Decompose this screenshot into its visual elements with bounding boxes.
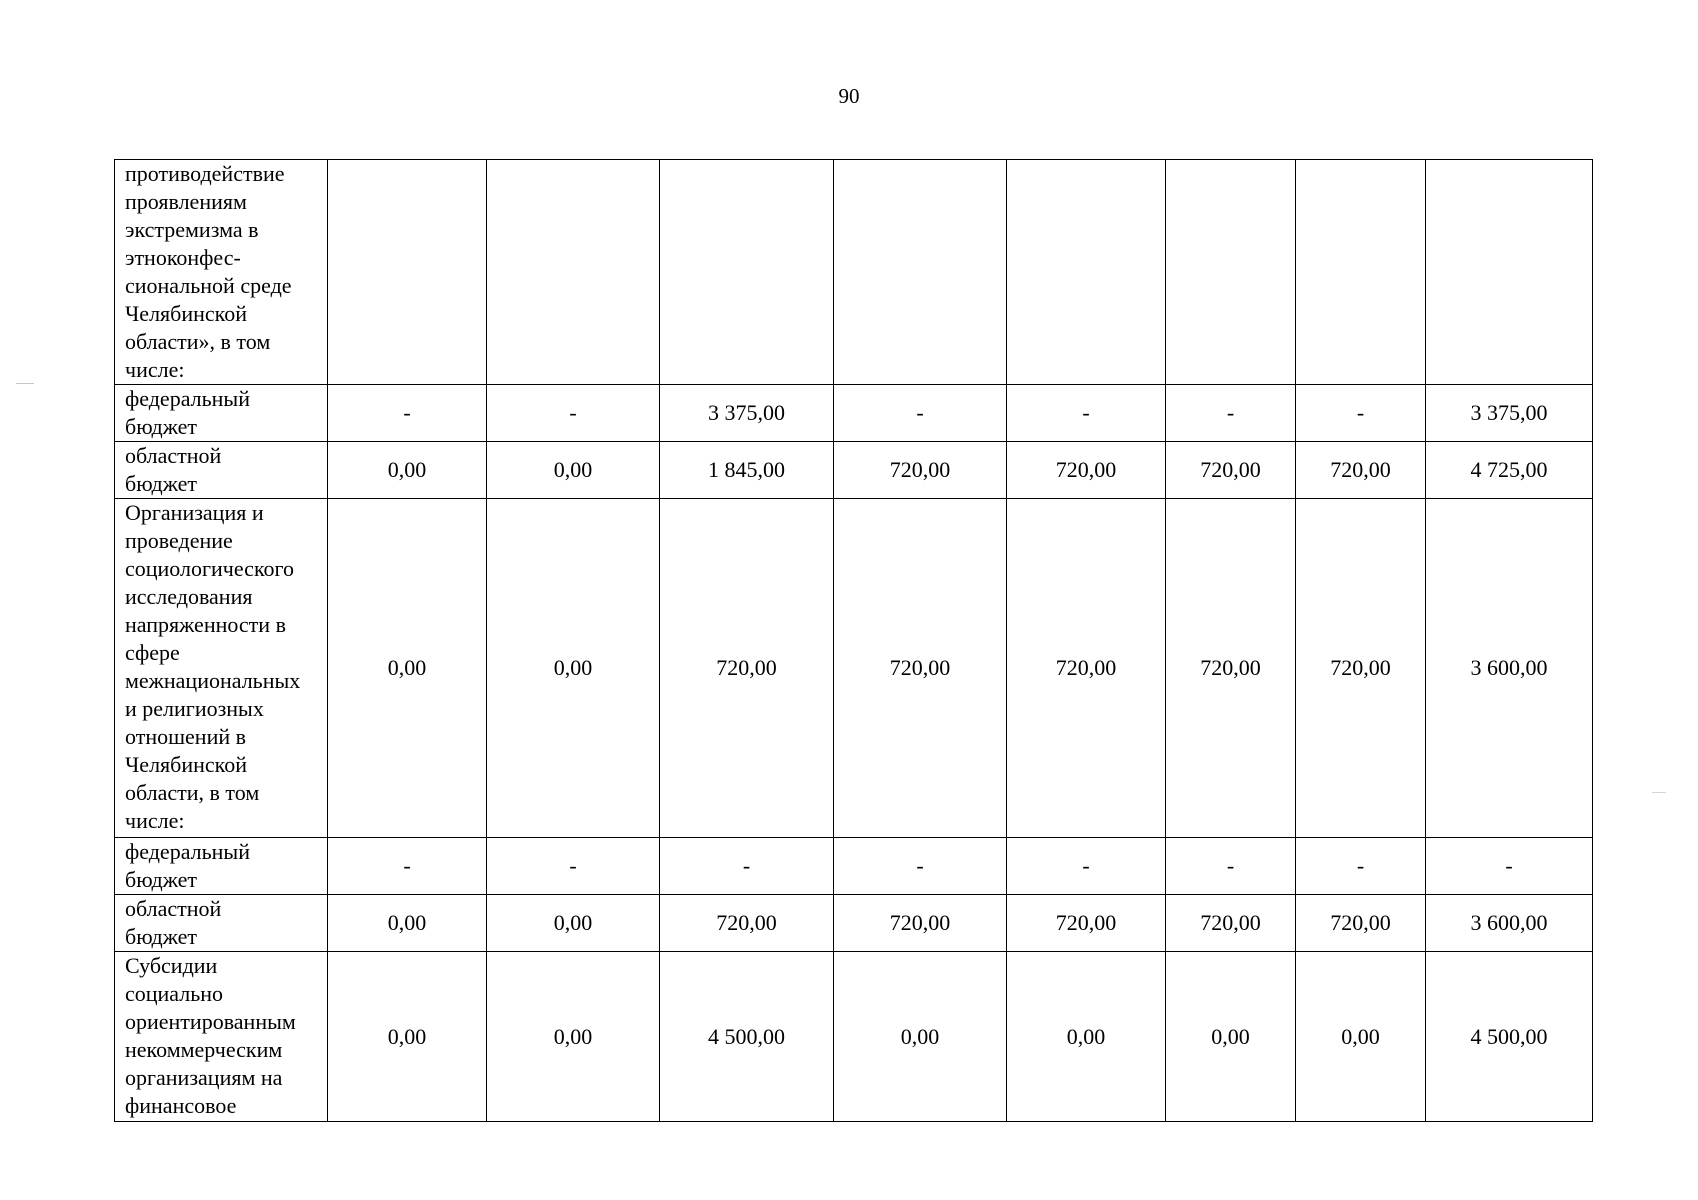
total-cell: 3 375,00	[1426, 385, 1593, 442]
row-label: областной бюджет	[115, 895, 328, 952]
value-cell: 720,00	[660, 895, 834, 952]
table-row	[115, 385, 1593, 442]
value-cell: 0,00	[487, 499, 660, 838]
table-row	[115, 160, 1593, 385]
value-cell: 720,00	[1166, 895, 1296, 952]
total-cell: 4 725,00	[1426, 442, 1593, 499]
table-row	[115, 442, 1593, 499]
value-cell: 720,00	[1166, 499, 1296, 838]
value-cell	[1007, 160, 1166, 385]
value-cell	[487, 160, 660, 385]
value-cell: 0,00	[328, 442, 487, 499]
value-cell: 720,00	[1007, 895, 1166, 952]
value-cell: 4 500,00	[660, 952, 834, 1122]
value-cell	[1166, 160, 1296, 385]
value-cell: -	[1166, 838, 1296, 895]
value-cell: 0,00	[834, 952, 1007, 1122]
total-cell	[1426, 160, 1593, 385]
value-cell: 720,00	[834, 895, 1007, 952]
value-cell: -	[487, 838, 660, 895]
total-cell: 4 500,00	[1426, 952, 1593, 1122]
value-cell	[660, 160, 834, 385]
value-cell: 0,00	[1007, 952, 1166, 1122]
budget-table	[114, 159, 1593, 1122]
scan-artifact-right	[1652, 792, 1666, 793]
value-cell: 720,00	[834, 499, 1007, 838]
row-label: противодействие проявлениям экстремизма в этноконфес- сиональной среде Челябинской области», в том числе:	[115, 160, 328, 385]
value-cell: -	[660, 838, 834, 895]
value-cell: 720,00	[1166, 442, 1296, 499]
row-label: областной бюджет	[115, 442, 328, 499]
table-row	[115, 499, 1593, 838]
value-cell	[1296, 160, 1426, 385]
total-cell: -	[1426, 838, 1593, 895]
value-cell: 720,00	[1296, 442, 1426, 499]
value-cell: -	[834, 385, 1007, 442]
value-cell: -	[1296, 385, 1426, 442]
value-cell: 0,00	[1296, 952, 1426, 1122]
scan-artifact-left	[16, 383, 34, 384]
value-cell: 0,00	[487, 952, 660, 1122]
value-cell: -	[1296, 838, 1426, 895]
value-cell: -	[1007, 838, 1166, 895]
value-cell: 0,00	[1166, 952, 1296, 1122]
value-cell: 720,00	[1296, 895, 1426, 952]
value-cell: -	[834, 838, 1007, 895]
total-cell: 3 600,00	[1426, 499, 1593, 838]
row-label: Организация и проведение социологического исследования напряженности в сфере межнациональных и религиозных отношений в Челябинской области, в том числе:	[115, 499, 328, 838]
value-cell: 720,00	[1296, 499, 1426, 838]
value-cell: -	[1007, 385, 1166, 442]
row-label: федеральный бюджет	[115, 838, 328, 895]
value-cell: -	[328, 385, 487, 442]
table-row	[115, 952, 1593, 1122]
value-cell: 0,00	[328, 895, 487, 952]
value-cell	[834, 160, 1007, 385]
value-cell: 720,00	[1007, 442, 1166, 499]
row-label: федеральный бюджет	[115, 385, 328, 442]
value-cell: 720,00	[1007, 499, 1166, 838]
value-cell	[328, 160, 487, 385]
table-row	[115, 895, 1593, 952]
value-cell: 720,00	[834, 442, 1007, 499]
table-row	[115, 838, 1593, 895]
value-cell: 0,00	[487, 442, 660, 499]
value-cell: 1 845,00	[660, 442, 834, 499]
value-cell: -	[328, 838, 487, 895]
total-cell: 3 600,00	[1426, 895, 1593, 952]
value-cell: -	[1166, 385, 1296, 442]
value-cell: 0,00	[487, 895, 660, 952]
value-cell: -	[487, 385, 660, 442]
value-cell: 3 375,00	[660, 385, 834, 442]
value-cell: 0,00	[328, 952, 487, 1122]
page-number: 90	[838, 84, 860, 108]
value-cell: 720,00	[660, 499, 834, 838]
row-label: Субсидии социально ориентированным некоммерческим организациям на финансовое	[115, 952, 328, 1122]
value-cell: 0,00	[328, 499, 487, 838]
